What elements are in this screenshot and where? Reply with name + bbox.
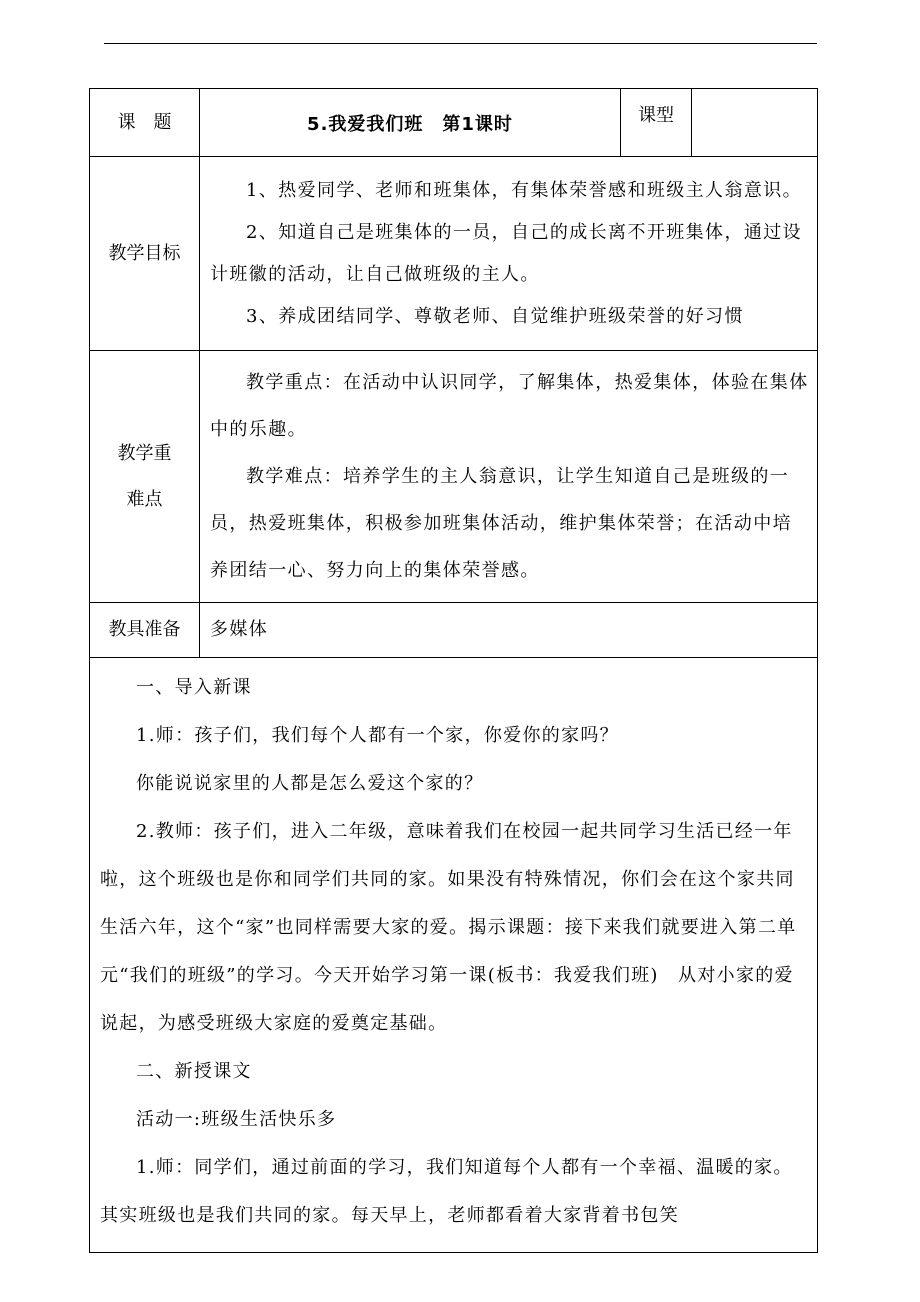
goal-item: 2、知道自己是班集体的一员，自己的成长离不开班集体，通过设计班徽的活动，让自己做班级的主人。 [210,221,803,285]
process-paragraph: 一、导入新课 [136,677,252,698]
key-points-label-line2: 难点 [126,488,163,510]
goals-row [90,157,818,351]
key-points-label [90,351,200,603]
type-value [692,89,818,157]
process-paragraph: 活动一:班级生活快乐多 [136,1109,337,1130]
teaching-process-row [90,658,818,1253]
teaching-process-content [90,658,818,1253]
process-paragraph: 二、新授课文 [136,1061,252,1082]
process-paragraph: 2.教师：孩子们，进入二年级，意味着我们在校园一起共同学习生活已经一年啦，这个班级也是你和同学们共同的家。如果没有特殊情况，你们会在这个家共同生活六年，这个“家”也同样需要大家的爱。揭示课题：接下来我们就要进入第二单元“我们的班级”的学习。今天开始学习第一课(板书：我爱我们班) 从对小家的爱说起，为感受班级大家庭的爱奠定基础。 [100,821,797,1034]
title-row [90,89,818,157]
goal-item: 1、热爱同学、老师和班集体，有集体荣誉感和班级主人翁意识。 [246,179,803,201]
tools-row [90,603,818,658]
key-points-row [90,351,818,603]
process-paragraph: 1.师：同学们，通过前面的学习，我们知道每个人都有一个幸福、温暖的家。其实班级也是我们共同的家。每天早上，老师都看着大家背着书包笑 [100,1157,793,1226]
tools-label: 教具准备 [90,603,200,658]
teaching-difficulty: 教学难点：培养学生的主人翁意识，让学生知道自己是班级的一员，热爱班集体，积极参加班集体活动，维护集体荣誉；在活动中培养团结一心、努力向上的集体荣誉感。 [210,466,792,581]
goal-item: 3、养成团结同学、尊敬老师、自觉维护班级荣誉的好习惯 [246,305,744,327]
process-paragraph: 你能说说家里的人都是怎么爱这个家的？ [136,773,484,794]
topic-label: 课 题 [90,89,200,157]
goals-content [200,157,818,351]
goals-label: 教学目标 [90,157,200,351]
teaching-focus: 教学重点：在活动中认识同学，了解集体，热爱集体，体验在集体中的乐趣。 [210,372,809,440]
lesson-plan-table [89,88,818,1253]
process-paragraph: 1.师：孩子们，我们每个人都有一个家，你爱你的家吗？ [136,725,619,746]
type-label: 课型 [621,89,692,157]
header-rule [104,43,817,44]
key-points-content [200,351,818,603]
key-points-label-line1: 教学重 [117,442,172,464]
tools-value: 多媒体 [200,603,818,658]
lesson-title: 5.我爱我们班 第1课时 [200,89,621,157]
